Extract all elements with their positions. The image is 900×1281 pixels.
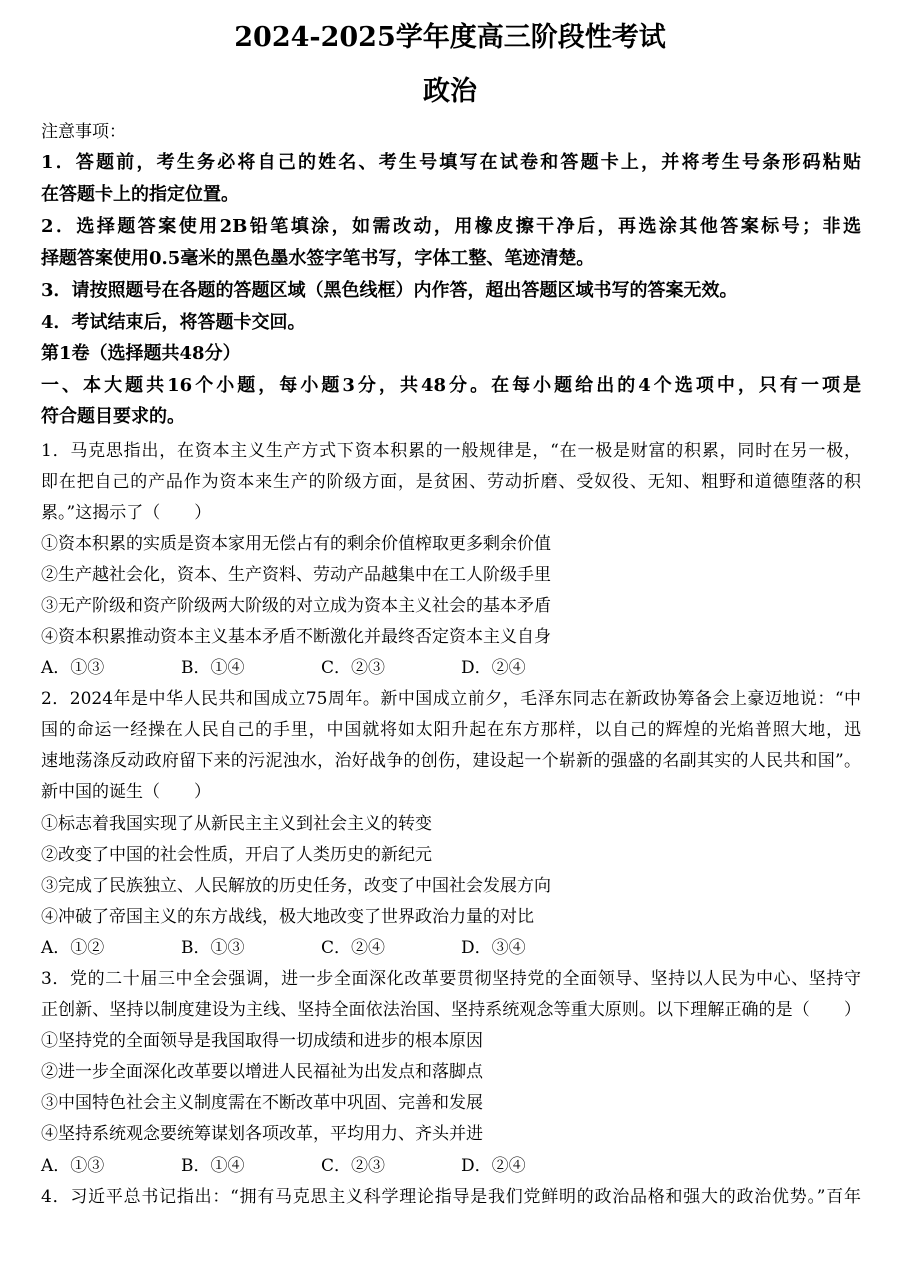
question-2-statement: ①标志着我国实现了从新民主主义到社会主义的转变 bbox=[41, 814, 432, 834]
notice-heading: 注意事项： bbox=[41, 122, 126, 142]
question-4-stem: 4．习近平总书记指出：“拥有马克思主义科学理论指导是我们党鲜明的政治品格和强大的政治优势。”百年 bbox=[41, 1187, 861, 1207]
question-2-stem: 2．2024年是中华人民共和国成立75周年。新中国成立前夕，毛泽东同志在新政协筹备会上豪迈地说：“中 bbox=[41, 689, 861, 709]
exam-title: 2024-2025学年度高三阶段性考试 bbox=[234, 22, 666, 53]
option-a: A．①③ bbox=[41, 1156, 105, 1176]
question-2-stem: 速地荡涤反动政府留下来的污泥浊水，治好战争的创伤，建设起一个崭新的强盛的名副其实的人民共和国”。 bbox=[41, 751, 861, 771]
question-3-options bbox=[41, 1155, 861, 1177]
option-b: B．①③ bbox=[181, 938, 245, 958]
option-d: D．③④ bbox=[461, 938, 526, 958]
notice-line: 3．请按照题号在各题的答题区域（黑色线框）内作答，超出答题区域书写的答案无效。 bbox=[41, 280, 738, 301]
option-c: C．②③ bbox=[321, 658, 386, 678]
option-c: C．②③ bbox=[321, 1156, 386, 1176]
question-1-statement: ③无产阶级和资产阶级两大阶级的对立成为资本主义社会的基本矛盾 bbox=[41, 596, 551, 616]
question-3-statement: ②进一步全面深化改革要以增进人民福祉为出发点和落脚点 bbox=[41, 1062, 483, 1082]
notice-line: 2．选择题答案使用2B铅笔填涂，如需改动，用橡皮擦干净后，再选涂其他答案标号；非选 bbox=[41, 216, 861, 237]
notice-line: 在答题卡上的指定位置。 bbox=[41, 184, 239, 205]
question-1-stem: 累。”这揭示了（ ） bbox=[41, 503, 212, 523]
question-2-stem: 新中国的诞生（ ） bbox=[41, 782, 211, 802]
subject-title: 政治 bbox=[423, 76, 477, 107]
question-3-stem: 3．党的二十届三中全会强调，进一步全面深化改革要贯彻坚持党的全面领导、坚持以人民为中心、坚持守 bbox=[41, 969, 861, 989]
option-d: D．②④ bbox=[461, 1156, 526, 1176]
option-b: B．①④ bbox=[181, 1156, 245, 1176]
question-3-statement: ③中国特色社会主义制度需在不断改革中巩固、完善和发展 bbox=[41, 1093, 483, 1113]
notice-line: 择题答案使用0.5毫米的黑色墨水签字笔书写，字体工整、笔迹清楚。 bbox=[41, 248, 595, 269]
section-instruction: 一、本大题共16个小题，每小题3分，共48分。在每小题给出的4个选项中，只有一项是 bbox=[41, 375, 861, 396]
option-a: A．①② bbox=[41, 938, 105, 958]
option-a: A．①③ bbox=[41, 658, 105, 678]
question-1-stem: 即在把自己的产品作为资本来生产的阶级方面，是贫困、劳动折磨、受奴役、无知、粗野和道德堕落的积 bbox=[41, 472, 861, 492]
question-3-statement: ①坚持党的全面领导是我国取得一切成绩和进步的根本原因 bbox=[41, 1031, 483, 1051]
option-d: D．②④ bbox=[461, 658, 526, 678]
volume-heading: 第1卷（选择题共48分） bbox=[41, 343, 241, 364]
question-2-statement: ④冲破了帝国主义的东方战线，极大地改变了世界政治力量的对比 bbox=[41, 907, 534, 927]
question-1-statement: ①资本积累的实质是资本家用无偿占有的剩余价值榨取更多剩余价值 bbox=[41, 534, 551, 554]
question-3-stem: 正创新、坚持以制度建设为主线、坚持全面依法治国、坚持系统观念等重大原则。以下理解正确的是（ ） bbox=[41, 1000, 861, 1020]
question-1-statement: ④资本积累推动资本主义基本矛盾不断激化并最终否定资本主义自身 bbox=[41, 627, 551, 647]
notice-line: 1．答题前，考生务必将自己的姓名、考生号填写在试卷和答题卡上，并将考生号条形码粘贴 bbox=[41, 152, 861, 173]
option-c: C．②④ bbox=[321, 938, 386, 958]
question-1-options bbox=[41, 657, 861, 679]
question-1-statement: ②生产越社会化，资本、生产资料、劳动产品越集中在工人阶级手里 bbox=[41, 565, 551, 585]
question-2-statement: ②改变了中国的社会性质，开启了人类历史的新纪元 bbox=[41, 845, 432, 865]
option-b: B．①④ bbox=[181, 658, 245, 678]
question-1-stem: 1．马克思指出，在资本主义生产方式下资本积累的一般规律是，“在一极是财富的积累，同时在另一极， bbox=[41, 441, 861, 461]
section-instruction: 符合题目要求的。 bbox=[41, 406, 185, 427]
question-3-statement: ④坚持系统观念要统筹谋划各项改革，平均用力、齐头并进 bbox=[41, 1124, 483, 1144]
question-2-stem: 国的命运一经操在人民自己的手里，中国就将如太阳升起在东方那样，以自己的辉煌的光焰普照大地，迅 bbox=[41, 720, 861, 740]
notice-line: 4．考试结束后，将答题卡交回。 bbox=[41, 312, 306, 333]
question-2-options bbox=[41, 937, 861, 959]
question-2-statement: ③完成了民族独立、人民解放的历史任务，改变了中国社会发展方向 bbox=[41, 876, 551, 896]
